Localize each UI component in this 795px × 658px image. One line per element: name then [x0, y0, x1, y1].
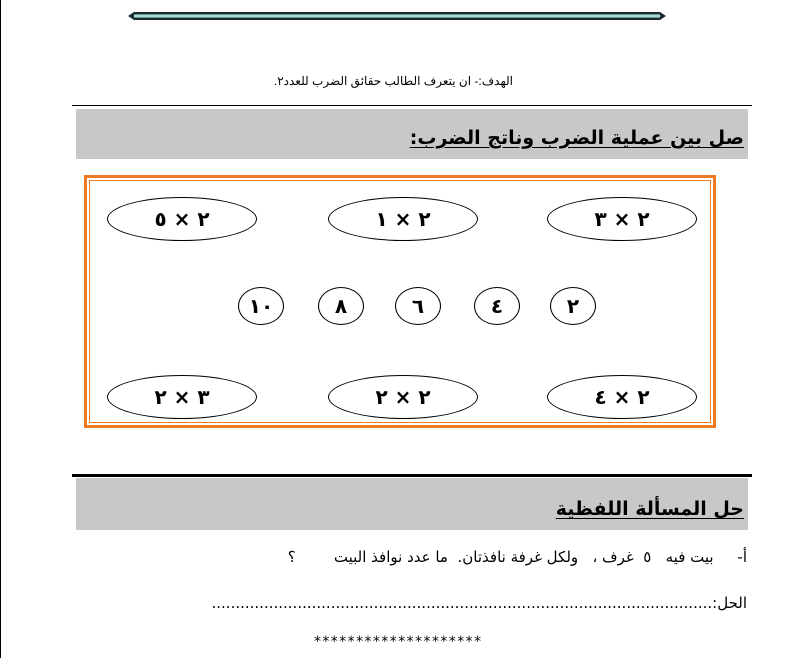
result-circle[interactable]: ٨ [318, 287, 364, 325]
solution-label: الحل: [712, 594, 747, 612]
section2-title: حل المسألة اللفظية [555, 498, 744, 520]
solution-dots: ......................................................................................................... [211, 594, 713, 612]
expression-top-right[interactable]: ٢ × ٣ [547, 197, 697, 241]
word-problem: أ- بيت فيه ٥ غرف ، ولكل غرفة نافذتان. ما عدد نوافذ البيت ؟ [287, 548, 747, 566]
expression-bottom-right[interactable]: ٢ × ٤ [547, 375, 697, 419]
result-circle[interactable]: ٢ [550, 287, 596, 325]
expression-top-left[interactable]: ٢ × ٥ [107, 197, 257, 241]
expression-bottom-left[interactable]: ٣ × ٢ [107, 375, 257, 419]
section1-header [76, 109, 748, 159]
divider-middle [72, 474, 752, 477]
expression-top-middle[interactable]: ٢ × ١ [328, 197, 478, 241]
result-circle[interactable]: ١٠ [238, 287, 284, 325]
separator-stars: ******************** [313, 634, 482, 650]
result-circle[interactable]: ٦ [395, 287, 441, 325]
decorative-top-rule [128, 12, 666, 20]
result-circle[interactable]: ٤ [474, 287, 520, 325]
expression-bottom-middle[interactable]: ٢ × ٢ [328, 375, 478, 419]
solution-line[interactable] [211, 594, 747, 612]
page-left-border [0, 0, 1, 658]
lesson-goal: الهدف:- ان يتعرف الطالب حقائق الضرب للعدد٢. [273, 74, 513, 88]
divider-top [72, 105, 752, 106]
section2-header [76, 478, 748, 530]
section1-title: صل بين عملية الضرب وناتج الضرب: [409, 127, 744, 149]
